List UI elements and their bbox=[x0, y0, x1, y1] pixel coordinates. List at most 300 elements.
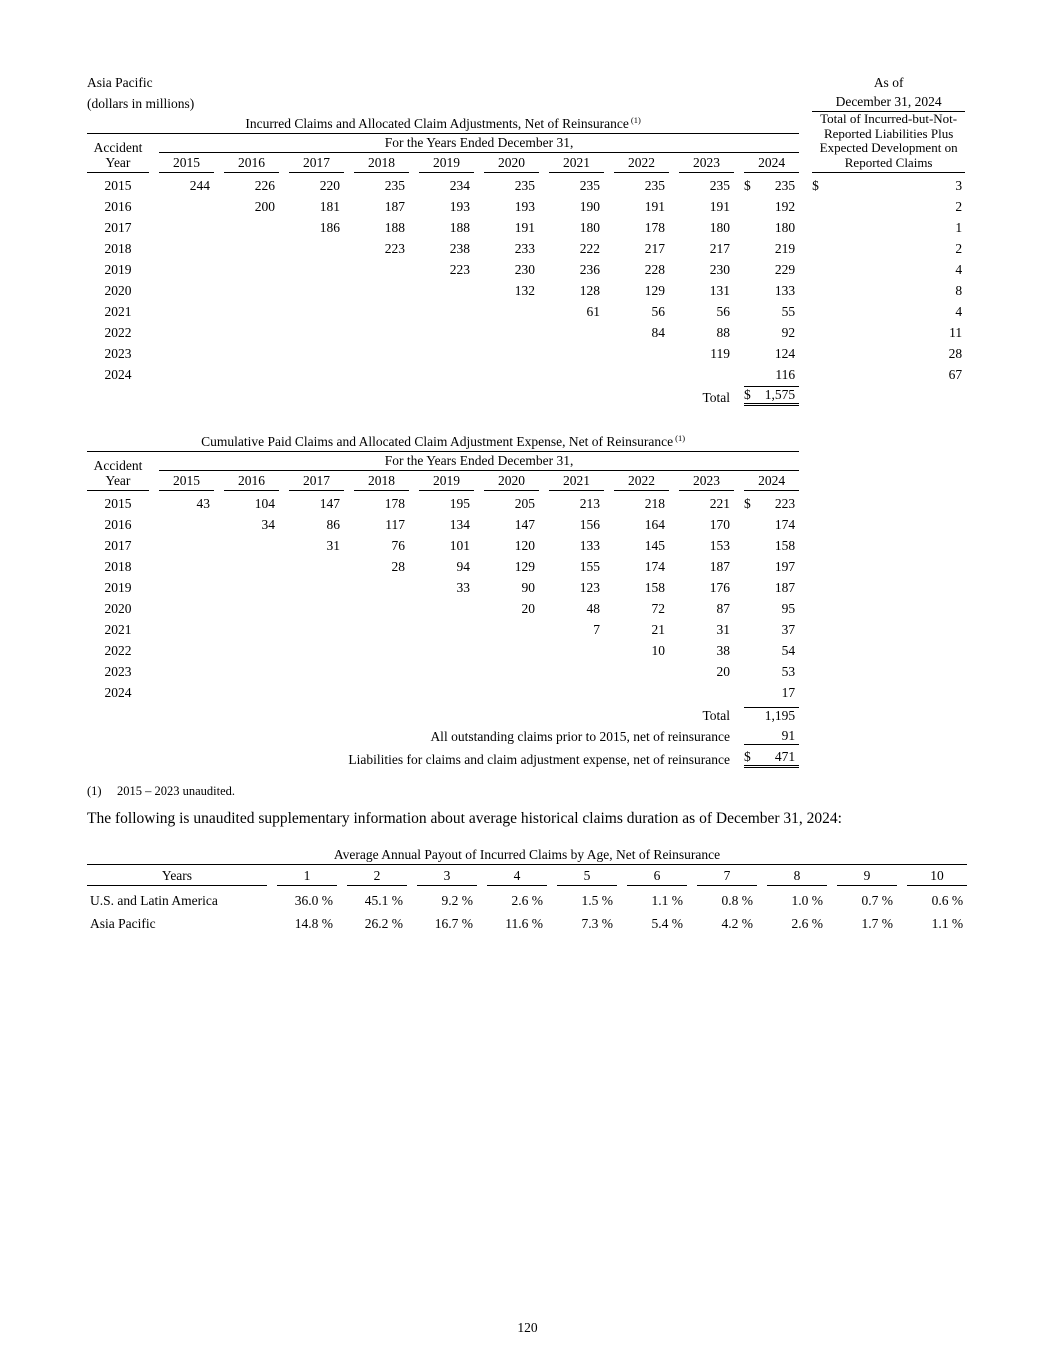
value-cell bbox=[149, 299, 214, 320]
value-cell: 180 bbox=[774, 220, 796, 236]
accident-year-cell: 2020 bbox=[104, 283, 132, 299]
value-cell: 200 bbox=[254, 199, 275, 215]
as-of-label: As of bbox=[873, 75, 904, 90]
value-cell: 220 bbox=[319, 178, 340, 194]
outstanding-claims-row bbox=[87, 724, 799, 745]
value-cell: 133 bbox=[579, 538, 600, 554]
value-cell bbox=[214, 299, 279, 320]
payout-table-title: Average Annual Payout of Incurred Claims by Age, Net of Reinsurance bbox=[87, 847, 967, 865]
age-header: 8 bbox=[767, 868, 827, 886]
value-cell: $ 223 bbox=[744, 496, 796, 512]
year-header: 2015 bbox=[159, 155, 214, 173]
value-cell: 0.6 % bbox=[931, 893, 964, 909]
accident-year-cell: 2016 bbox=[104, 517, 132, 533]
value-cell bbox=[149, 596, 214, 617]
value-cell: 155 bbox=[579, 559, 600, 575]
value-cell: 193 bbox=[514, 199, 535, 215]
value-cell: 86 bbox=[326, 517, 340, 533]
accident-year-cell: 2022 bbox=[104, 643, 132, 659]
total-value: $ 1,575 bbox=[744, 386, 799, 406]
value-cell: 2.6 % bbox=[511, 893, 543, 909]
value-cell bbox=[409, 362, 474, 383]
page-number: 120 bbox=[517, 1320, 538, 1335]
value-cell bbox=[474, 362, 539, 383]
value-cell bbox=[214, 659, 279, 680]
value-cell bbox=[279, 257, 344, 278]
value-cell bbox=[539, 320, 604, 341]
value-cell bbox=[279, 617, 344, 638]
value-cell bbox=[474, 617, 539, 638]
value-cell: 219 bbox=[774, 241, 796, 257]
ibnr-value-cell: 67 bbox=[948, 367, 963, 383]
year-header: 2024 bbox=[744, 473, 799, 491]
ibnr-value-cell: 4 bbox=[955, 304, 963, 320]
table-row bbox=[87, 554, 799, 575]
value-cell bbox=[214, 215, 279, 236]
value-cell bbox=[344, 638, 409, 659]
accident-year-cell: 2018 bbox=[104, 559, 132, 575]
value-cell: 56 bbox=[651, 304, 665, 320]
value-cell: 129 bbox=[644, 283, 665, 299]
age-header: 6 bbox=[627, 868, 687, 886]
value-cell: 187 bbox=[384, 199, 405, 215]
paid-table-title-text: Cumulative Paid Claims and Allocated Claim Adjustment Expense, Net of Reinsurance bbox=[201, 434, 674, 450]
year-header: 2018 bbox=[354, 473, 409, 491]
value-cell: 195 bbox=[449, 496, 470, 512]
currency-symbol: $ bbox=[744, 749, 751, 765]
value-cell: 53 bbox=[781, 664, 796, 680]
value-cell bbox=[409, 278, 474, 299]
table-row bbox=[87, 341, 965, 362]
accident-year-cell: 2020 bbox=[104, 601, 132, 617]
table-row bbox=[87, 575, 799, 596]
accident-year-cell: 2021 bbox=[104, 304, 132, 320]
accident-year-cell: 2022 bbox=[104, 325, 132, 341]
row-label-cell: Asia Pacific bbox=[90, 916, 156, 932]
value-cell bbox=[279, 638, 344, 659]
ibnr-value-cell: $ 3 bbox=[812, 178, 963, 194]
incurred-table-title bbox=[87, 116, 799, 134]
value-cell: 37 bbox=[781, 622, 796, 638]
table-row bbox=[87, 512, 799, 533]
year-header: 2021 bbox=[549, 155, 604, 173]
value-cell: 45.1 % bbox=[364, 893, 403, 909]
value-cell: 229 bbox=[774, 262, 796, 278]
currency-symbol: $ bbox=[812, 178, 819, 194]
value-cell: 188 bbox=[449, 220, 470, 236]
year-header: 2016 bbox=[224, 155, 279, 173]
value-cell: 133 bbox=[774, 283, 796, 299]
value-cell: 31 bbox=[326, 538, 340, 554]
value-cell bbox=[279, 236, 344, 257]
value-cell: 124 bbox=[774, 346, 796, 362]
currency-symbol: $ bbox=[744, 387, 751, 403]
meta-row bbox=[87, 91, 965, 112]
value-cell: 128 bbox=[579, 283, 600, 299]
table-row bbox=[87, 215, 965, 236]
value-cell: 187 bbox=[774, 580, 796, 596]
value-cell: 92 bbox=[781, 325, 796, 341]
value-cell bbox=[344, 278, 409, 299]
age-header: 5 bbox=[557, 868, 617, 886]
value-cell: 0.7 % bbox=[861, 893, 893, 909]
table-row bbox=[87, 638, 799, 659]
value-cell: 217 bbox=[644, 241, 665, 257]
ibnr-value-cell: 8 bbox=[955, 283, 963, 299]
value-cell: 90 bbox=[521, 580, 535, 596]
value-cell: 158 bbox=[774, 538, 796, 554]
value-cell: 197 bbox=[774, 559, 796, 575]
value-cell: 1.7 % bbox=[861, 916, 893, 932]
value-cell: 14.8 % bbox=[294, 916, 333, 932]
table-row bbox=[87, 491, 799, 512]
accident-year-cell: 2019 bbox=[104, 262, 132, 278]
units-label: (dollars in millions) bbox=[87, 96, 195, 111]
value-cell bbox=[214, 341, 279, 362]
value-cell: 174 bbox=[774, 517, 796, 533]
value-cell: 0.8 % bbox=[721, 893, 753, 909]
value-cell: 158 bbox=[644, 580, 665, 596]
year-header: 2023 bbox=[679, 155, 734, 173]
table-title-row bbox=[87, 430, 799, 452]
value-cell bbox=[279, 659, 344, 680]
value-cell bbox=[279, 575, 344, 596]
currency-symbol: $ bbox=[744, 496, 751, 512]
table-row bbox=[87, 236, 965, 257]
value-cell: 120 bbox=[514, 538, 535, 554]
table-row bbox=[87, 362, 965, 383]
value-cell: 88 bbox=[716, 325, 730, 341]
accident-year-header: Accident Year bbox=[87, 458, 149, 491]
value-cell: 20 bbox=[521, 601, 535, 617]
page-content bbox=[87, 72, 969, 932]
years-ended-header: For the Years Ended December 31, bbox=[159, 453, 799, 471]
value-cell: 2.6 % bbox=[791, 916, 823, 932]
table-row bbox=[87, 299, 965, 320]
value-cell bbox=[214, 362, 279, 383]
value-cell: 234 bbox=[449, 178, 470, 194]
value-cell: 56 bbox=[716, 304, 730, 320]
value-cell bbox=[409, 320, 474, 341]
ibnr-value-cell: 28 bbox=[948, 346, 963, 362]
accident-year-cell: 2024 bbox=[104, 367, 132, 383]
table-row bbox=[87, 909, 967, 932]
accident-year-cell: 2024 bbox=[104, 685, 132, 701]
value-cell: 156 bbox=[579, 517, 600, 533]
age-header: 7 bbox=[697, 868, 757, 886]
ibnr-value-cell: 4 bbox=[955, 262, 963, 278]
year-header: 2019 bbox=[419, 155, 474, 173]
value-cell: 33 bbox=[456, 580, 470, 596]
paid-table-title bbox=[87, 434, 799, 452]
value-cell bbox=[214, 257, 279, 278]
year-header: 2017 bbox=[289, 155, 344, 173]
year-header: 2020 bbox=[484, 473, 539, 491]
age-header: 1 bbox=[277, 868, 337, 886]
value-cell bbox=[214, 575, 279, 596]
value-cell: 221 bbox=[709, 496, 730, 512]
meta-row bbox=[87, 72, 965, 91]
value-cell: 95 bbox=[781, 601, 796, 617]
value-cell: 1.1 % bbox=[651, 893, 683, 909]
year-header-row bbox=[87, 471, 799, 491]
value-cell bbox=[344, 257, 409, 278]
value-cell bbox=[474, 680, 539, 701]
value-cell: 235 bbox=[579, 178, 600, 194]
value-cell bbox=[344, 320, 409, 341]
payout-table bbox=[87, 843, 967, 932]
value-cell bbox=[604, 680, 669, 701]
value-cell: 178 bbox=[644, 220, 665, 236]
outstanding-claims-value: 91 bbox=[744, 728, 799, 745]
table-row bbox=[87, 659, 799, 680]
footnote-text: 2015 – 2023 unaudited. bbox=[117, 784, 236, 799]
value-cell: 218 bbox=[644, 496, 665, 512]
value-cell: 176 bbox=[709, 580, 730, 596]
value-cell: 26.2 % bbox=[364, 916, 403, 932]
value-cell bbox=[539, 362, 604, 383]
value-cell: 72 bbox=[651, 601, 665, 617]
value-cell: 5.4 % bbox=[651, 916, 683, 932]
value-cell: 1.1 % bbox=[931, 916, 964, 932]
value-cell bbox=[474, 659, 539, 680]
liabilities-label: Liabilities for claims and claim adjustment expense, net of reinsurance bbox=[348, 752, 730, 768]
table-row bbox=[87, 680, 799, 701]
value-cell bbox=[344, 596, 409, 617]
region-label: Asia Pacific bbox=[87, 75, 153, 90]
value-cell: 191 bbox=[709, 199, 730, 215]
total-row bbox=[87, 383, 965, 406]
age-header: 9 bbox=[837, 868, 897, 886]
accident-year-cell: 2021 bbox=[104, 622, 132, 638]
value-cell bbox=[409, 299, 474, 320]
value-cell bbox=[474, 320, 539, 341]
value-cell: 131 bbox=[709, 283, 730, 299]
value-cell: 223 bbox=[449, 262, 470, 278]
value-cell: 191 bbox=[514, 220, 535, 236]
age-header: 4 bbox=[487, 868, 547, 886]
value-cell: 228 bbox=[644, 262, 665, 278]
value-cell bbox=[409, 596, 474, 617]
value-cell: 235 bbox=[644, 178, 665, 194]
footnote-reference: (1) bbox=[675, 432, 686, 443]
value-cell: 132 bbox=[514, 283, 535, 299]
value-cell: 187 bbox=[709, 559, 730, 575]
value-cell: 178 bbox=[384, 496, 405, 512]
value-cell bbox=[279, 362, 344, 383]
value-cell bbox=[409, 659, 474, 680]
value-cell bbox=[214, 596, 279, 617]
liabilities-row bbox=[87, 745, 799, 768]
value-cell bbox=[669, 680, 734, 701]
age-header: 2 bbox=[347, 868, 407, 886]
value-cell bbox=[149, 617, 214, 638]
value-cell: 4.2 % bbox=[721, 916, 753, 932]
value-cell: 117 bbox=[385, 517, 405, 533]
value-cell bbox=[279, 680, 344, 701]
value-cell bbox=[604, 341, 669, 362]
table-row bbox=[87, 596, 799, 617]
accident-year-cell: 2015 bbox=[104, 178, 132, 194]
value-cell: 1.0 % bbox=[791, 893, 823, 909]
year-header: 2018 bbox=[354, 155, 409, 173]
column-group-row bbox=[87, 452, 799, 471]
value-cell bbox=[669, 362, 734, 383]
value-cell bbox=[214, 278, 279, 299]
value-cell: 7 bbox=[593, 622, 600, 638]
value-cell bbox=[149, 257, 214, 278]
accident-year-cell: 2016 bbox=[104, 199, 132, 215]
value-cell: 186 bbox=[319, 220, 340, 236]
value-cell: 230 bbox=[514, 262, 535, 278]
accident-year-header: Accident Year bbox=[87, 140, 149, 173]
value-cell bbox=[604, 362, 669, 383]
year-header: 2022 bbox=[614, 155, 669, 173]
value-cell: 235 bbox=[709, 178, 730, 194]
table-row bbox=[87, 320, 965, 341]
accident-year-cell: 2015 bbox=[104, 496, 132, 512]
value-cell: 180 bbox=[579, 220, 600, 236]
year-header: 2023 bbox=[679, 473, 734, 491]
year-header: 2019 bbox=[419, 473, 474, 491]
accident-year-cell: 2017 bbox=[104, 220, 132, 236]
accident-year-cell: 2023 bbox=[104, 664, 132, 680]
value-cell: 145 bbox=[644, 538, 665, 554]
value-cell bbox=[149, 554, 214, 575]
value-cell: 192 bbox=[774, 199, 796, 215]
outstanding-claims-label: All outstanding claims prior to 2015, net of reinsurance bbox=[430, 729, 730, 745]
value-cell bbox=[149, 533, 214, 554]
value-cell: 1.5 % bbox=[581, 893, 613, 909]
accident-year-cell: 2023 bbox=[104, 346, 132, 362]
liabilities-value: $ 471 bbox=[744, 749, 799, 768]
value-cell: 147 bbox=[319, 496, 340, 512]
value-cell bbox=[214, 320, 279, 341]
table-row bbox=[87, 617, 799, 638]
value-cell bbox=[214, 680, 279, 701]
accident-year-cell: 2019 bbox=[104, 580, 132, 596]
supplementary-paragraph: The following is unaudited supplementary information about average historical claims duration as of December 31, 2024: bbox=[87, 810, 842, 828]
value-cell: 180 bbox=[709, 220, 730, 236]
value-cell: 104 bbox=[254, 496, 275, 512]
value-cell: 87 bbox=[716, 601, 730, 617]
value-cell: 38 bbox=[716, 643, 730, 659]
value-cell bbox=[149, 362, 214, 383]
value-cell bbox=[149, 215, 214, 236]
value-cell bbox=[279, 299, 344, 320]
value-cell bbox=[539, 638, 604, 659]
value-cell: 174 bbox=[644, 559, 665, 575]
value-cell: $ 235 bbox=[744, 178, 796, 194]
value-cell: 226 bbox=[254, 178, 275, 194]
value-cell: 43 bbox=[196, 496, 210, 512]
value-cell: 20 bbox=[716, 664, 730, 680]
row-label-cell: U.S. and Latin America bbox=[90, 893, 218, 909]
value-cell: 233 bbox=[514, 241, 535, 257]
value-cell: 17 bbox=[781, 685, 796, 701]
value-cell bbox=[409, 638, 474, 659]
ibnr-value-cell: 2 bbox=[955, 199, 963, 215]
incurred-table-title-text: Incurred Claims and Allocated Claim Adjustments, Net of Reinsurance bbox=[245, 116, 629, 131]
age-header: 3 bbox=[417, 868, 477, 886]
value-cell bbox=[214, 617, 279, 638]
value-cell bbox=[539, 680, 604, 701]
year-header: 2016 bbox=[224, 473, 279, 491]
value-cell: 11.6 % bbox=[505, 916, 543, 932]
years-column-header: Years bbox=[87, 868, 267, 886]
value-cell: 55 bbox=[781, 304, 796, 320]
table-row bbox=[87, 886, 967, 909]
value-cell bbox=[409, 341, 474, 362]
value-cell bbox=[149, 638, 214, 659]
table-row bbox=[87, 278, 965, 299]
value-cell: 101 bbox=[449, 538, 470, 554]
value-cell bbox=[344, 299, 409, 320]
ibnr-value-cell: 2 bbox=[955, 241, 963, 257]
value-cell bbox=[344, 575, 409, 596]
value-cell: 244 bbox=[189, 178, 210, 194]
value-cell: 190 bbox=[579, 199, 600, 215]
value-cell bbox=[344, 341, 409, 362]
value-cell: 94 bbox=[456, 559, 470, 575]
value-cell: 7.3 % bbox=[581, 916, 613, 932]
value-cell bbox=[279, 320, 344, 341]
footnote bbox=[87, 784, 969, 799]
year-header: 2017 bbox=[289, 473, 344, 491]
value-cell bbox=[344, 680, 409, 701]
value-cell bbox=[214, 236, 279, 257]
value-cell: 188 bbox=[384, 220, 405, 236]
value-cell: 205 bbox=[514, 496, 535, 512]
value-cell bbox=[474, 638, 539, 659]
value-cell: 193 bbox=[449, 199, 470, 215]
footnote-marker: (1) bbox=[87, 784, 102, 799]
currency-symbol: $ bbox=[744, 178, 751, 194]
value-cell: 213 bbox=[579, 496, 600, 512]
value-cell bbox=[344, 659, 409, 680]
year-header: 2021 bbox=[549, 473, 604, 491]
value-cell bbox=[149, 320, 214, 341]
table-row bbox=[87, 257, 965, 278]
years-ended-header: For the Years Ended December 31, bbox=[159, 135, 799, 153]
value-cell: 164 bbox=[644, 517, 665, 533]
value-cell: 28 bbox=[391, 559, 405, 575]
value-cell bbox=[149, 341, 214, 362]
value-cell: 129 bbox=[514, 559, 535, 575]
value-cell bbox=[214, 533, 279, 554]
table-row bbox=[87, 194, 965, 215]
age-header: 10 bbox=[907, 868, 967, 886]
value-cell bbox=[214, 554, 279, 575]
value-cell: 238 bbox=[449, 241, 470, 257]
value-cell bbox=[474, 299, 539, 320]
value-cell bbox=[279, 341, 344, 362]
value-cell bbox=[214, 638, 279, 659]
ibnr-value-cell: 1 bbox=[955, 220, 963, 236]
accident-year-cell: 2018 bbox=[104, 241, 132, 257]
total-label: Total bbox=[702, 708, 730, 724]
value-cell bbox=[539, 341, 604, 362]
value-cell: 235 bbox=[514, 178, 535, 194]
value-cell bbox=[279, 554, 344, 575]
value-cell: 230 bbox=[709, 262, 730, 278]
total-label: Total bbox=[702, 390, 730, 406]
accident-year-cell: 2017 bbox=[104, 538, 132, 554]
value-cell: 116 bbox=[775, 367, 796, 383]
table-title-row bbox=[87, 112, 965, 134]
value-cell bbox=[149, 659, 214, 680]
value-cell: 134 bbox=[449, 517, 470, 533]
